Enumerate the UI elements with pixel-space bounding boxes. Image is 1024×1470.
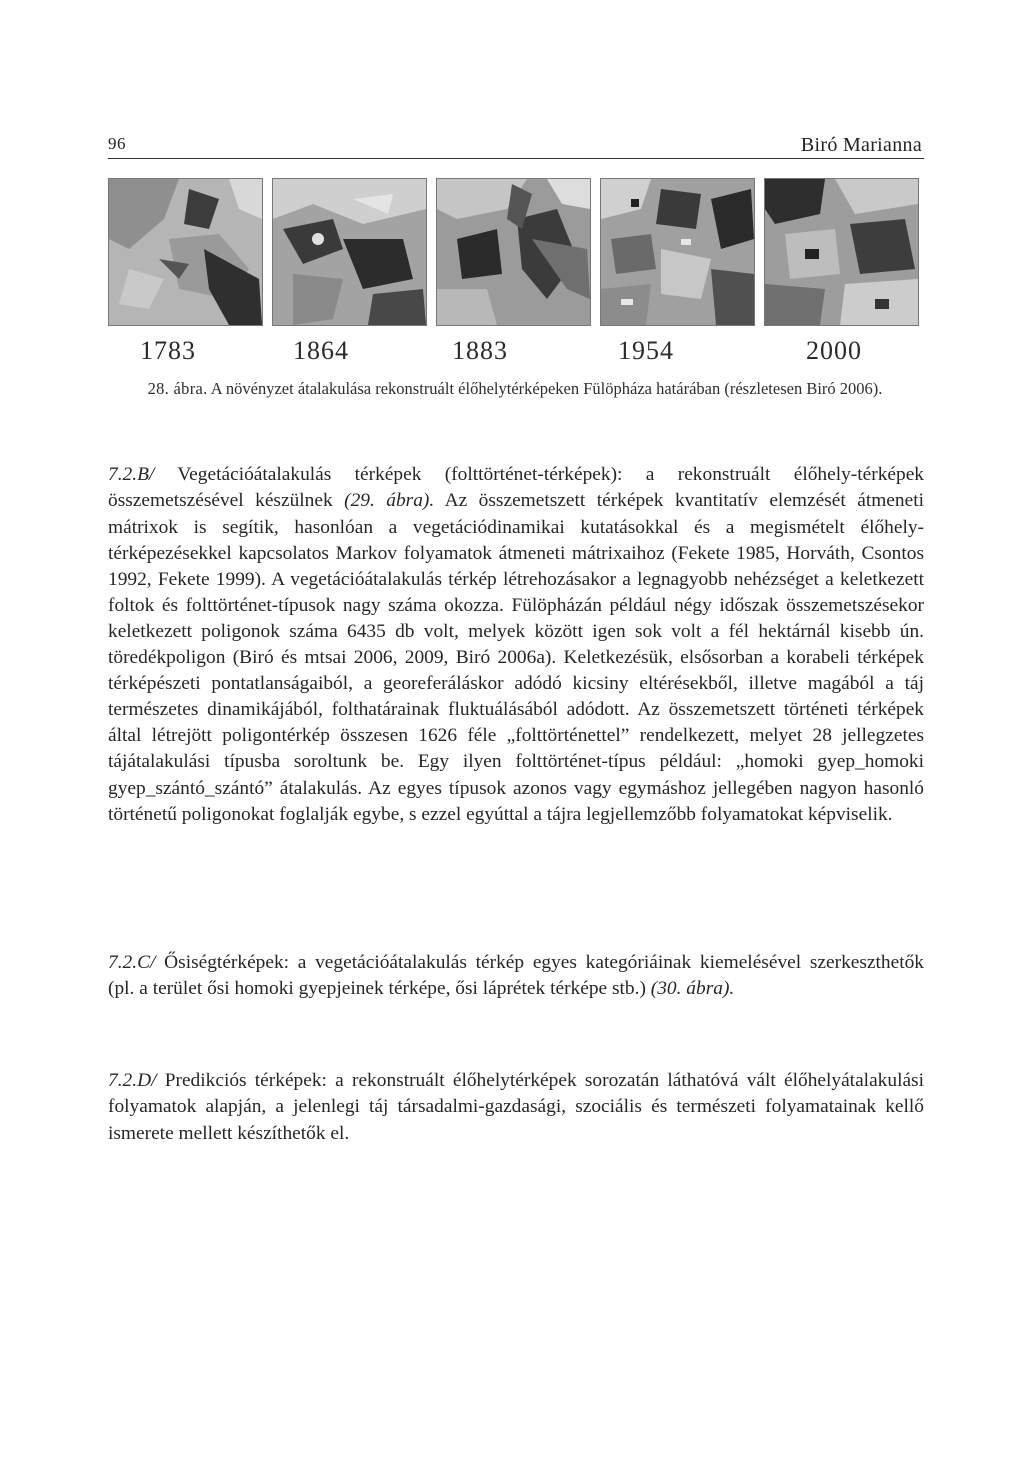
year-label-1: 1783 [140,336,196,365]
figure-reference: (30. ábra). [650,978,735,1000]
paragraph-text: Predikciós térképek: a rekonstruált élőhelytérképek sorozatán láthatóvá vált élőhelyátalakulási folyamatok alapján, a jelenlegi táj társadalmi-gazdasági, szociális és természeti folyamatainak kellő ismerete mellett készíthetők el. [108,1070,924,1144]
paragraph-text: Az összemetszett térképek kvantitatív elemzését átmeneti mátrixok is segítik, hasonlóan a vegetációdinamikai kutatásokkal és a megismételt élőhely-térképezésekkel kapcsolatos Markov folyamatok átmeneti mátrixaihoz (Fekete 1985, Horváth, Csontos 1992, Fekete 1999). A vegetációátalakulás térkép létrehozásakor a legnagyobb nehézséget a keletkezett foltok és folttörténet-típusok nagy száma okozza. Fülöpházán például négy időszak összemetszésekor keletkezett poligonok száma 6435 db volt, melyek között igen sok volt a fél hektárnál kisebb ún. töredékpoligon (Biró és mtsai 2006, 2009, Biró 2006a). Keletkezésük, elsősorban a korabeli térképek térképészeti pontatlanságaiból, a georeferáláskor adódó kicsiny eltérésekből, illetve magából a táj természetes dinamikájából, folthatárainak fluktuálásából adódott. Az összemetszett történeti térképek által létrejött poligontérkép összesen 1626 féle „folttörténettel” rendelkezett, melyet 28 jellegzetes tájátalakulási típusba soroltunk be. Egy ilyen folttörténet-típus például: „homoki gyep_homoki gyep_szántó_szántó” átalakulás. Az egyes típusok azonos vagy egymáshoz jellegében nagyon hasonló történetű poligonokat foglalják egybe, s ezzel egyúttal a tájra legjellemzőbb folyamatokat képviselik. [108,490,924,825]
figure-number: 28. ábra. [147,379,208,398]
year-label-3: 1883 [452,336,508,365]
section-label-7-2-b: 7.2.B/ [108,464,155,486]
paragraph-7-2-d [108,1068,924,1146]
running-head-author: Biró Marianna [800,134,922,156]
paragraph-text: Vegetációátalakulás térképek (folttörténet-térképek): a rekonstruált élőhely-térképek összemetszésével készülnek [108,464,924,512]
year-label-5: 2000 [806,336,862,365]
habitat-map-5 [764,178,919,326]
habitat-map-4 [600,178,755,326]
paragraph-text: Ősiségtérképek: a vegetációátalakulás térkép egyes kategóriáinak kiemelésével szerkeszthetők (pl. a terület ősi homoki gyepjeinek térképe, ősi láprétek térképe stb.) [108,952,924,1000]
figure-caption [120,377,910,400]
page-header [108,134,924,159]
habitat-map-1 [108,178,263,326]
habitat-map-series [108,178,928,328]
year-label-2: 1864 [293,336,349,365]
section-label-7-2-d: 7.2.D/ [108,1070,157,1092]
figure-caption-text: A növényzet átalakulása rekonstruált élőhelytérképeken Fülöpháza határában (részletesen Biró 2006). [210,379,883,398]
figure-reference: (29. ábra). [344,490,435,512]
page-number: 96 [108,134,126,153]
habitat-map-2 [272,178,427,326]
paragraph-7-2-b [108,462,924,827]
section-label-7-2-c: 7.2.C/ [108,952,156,974]
paragraph-7-2-c [108,950,924,1002]
habitat-map-3 [436,178,591,326]
year-label-4: 1954 [618,336,674,365]
map-year-labels [108,336,928,376]
